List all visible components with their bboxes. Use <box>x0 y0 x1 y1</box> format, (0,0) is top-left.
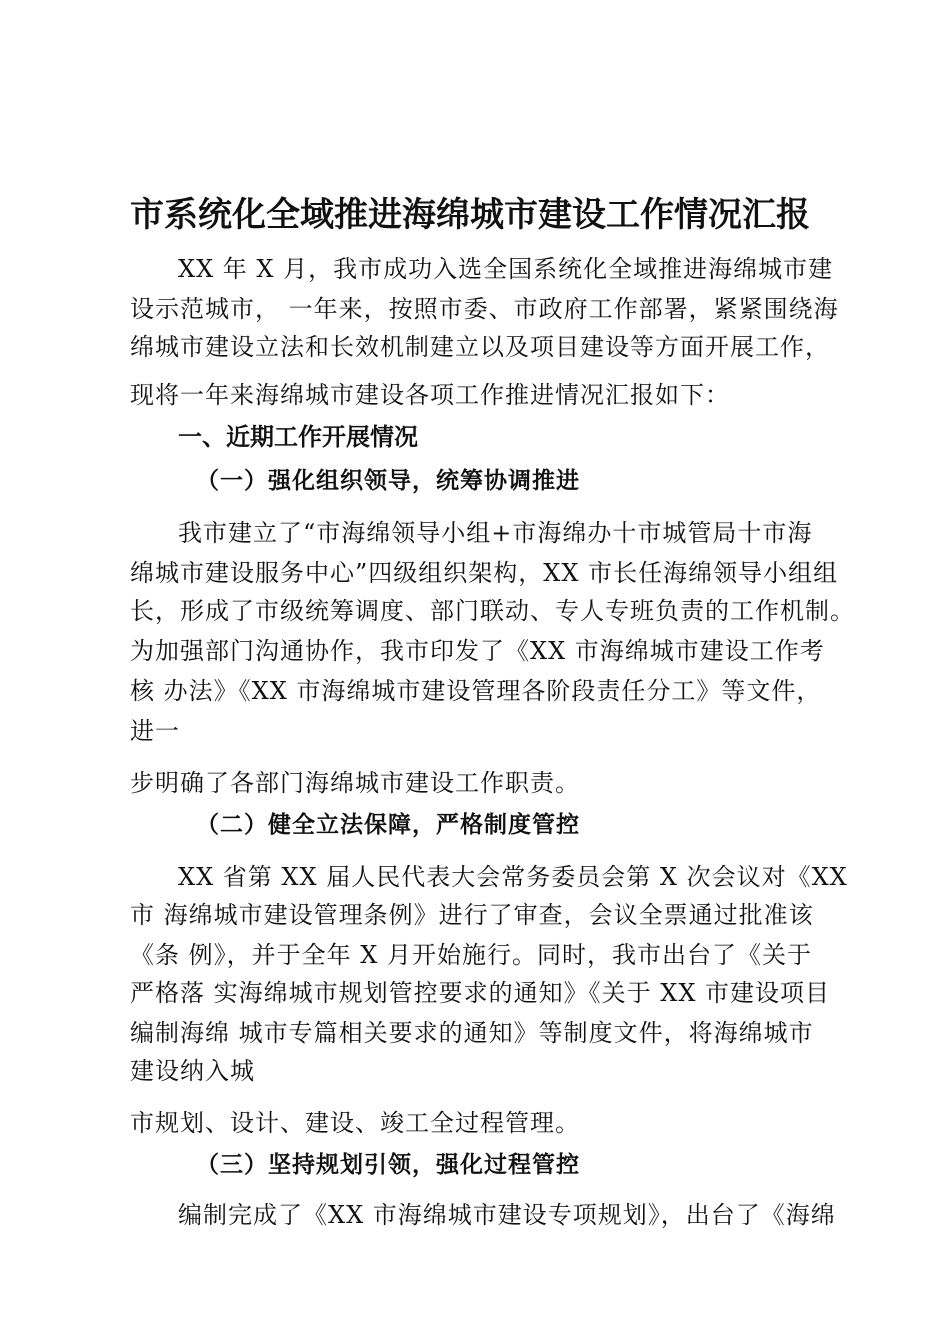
intro-line-2: 设示范城市， 一年来，按照市委、市政府工作部署，紧紧围绕海 <box>130 295 839 323</box>
sub2-line-6: 建设纳入城 <box>130 1057 255 1085</box>
sub1-line-2: 绵城市建设服务中心”四级组织架构，XX 市长任海绵领导小组组 <box>130 559 839 587</box>
sub1-line-3: 长，形成了市级统筹调度、部门联动、专人专班负责的工作机制。 <box>130 597 855 625</box>
sub1-line-5: 核 办法》《XX 市海绵城市建设管理各阶段责任分工》等文件， <box>130 677 822 705</box>
sub1-line-1: 我市建立了“市海绵领导小组+市海绵办十市城管局十市海 <box>178 519 813 547</box>
sub1-line-7: 步明确了各部门海绵城市建设工作职责。 <box>130 769 580 797</box>
intro-line-4: 现将一年来海绵城市建设各项工作推进情况汇报如下： <box>130 381 730 409</box>
intro-line-1: XX 年 X 月，我市成功入选全国系统化全域推进海绵城市建 <box>178 255 834 283</box>
sub2-line-5: 编制海绵 城市专篇相关要求的通知》等制度文件，将海绵城市 <box>130 1019 814 1047</box>
sub2-line-1: XX 省第 XX 届人民代表大会常务委员会第 X 次会议对《XX <box>178 863 848 891</box>
sub2-line-3: 《条 例》，并于全年 X 月开始施行。同时，我市出台了《关于 <box>130 941 812 969</box>
sub1-line-6: 进一 <box>130 717 180 745</box>
subsection-heading-1: （一）强化组织领导，统筹协调推进 <box>196 467 580 494</box>
section-heading-1: 一、近期工作开展情况 <box>178 423 418 451</box>
sub2-line-7: 市规划、设计、建设、竣工全过程管理。 <box>130 1109 580 1137</box>
document-title: 市系统化全域推进海绵城市建设工作情况汇报 <box>130 195 810 235</box>
subsection-heading-2: （二）健全立法保障，严格制度管控 <box>196 811 580 838</box>
sub1-line-4: 为加强部门沟通协作，我市印发了《XX 市海绵城市建设工作考 <box>130 637 825 665</box>
intro-line-3: 绵城市建设立法和长效机制建立以及项目建设等方面开展工作， <box>130 333 830 361</box>
subsection-heading-3: （三）坚持规划引领，强化过程管控 <box>196 1151 580 1178</box>
sub3-line-1: 编制完成了《XX 市海绵城市建设专项规划》，出台了《海绵 <box>178 1201 836 1229</box>
sub2-line-2: 市 海绵城市建设管理条例》进行了审查，会议全票通过批准该 <box>130 901 814 929</box>
sub2-line-4: 严格落 实海绵城市规划管控要求的通知》《关于 XX 市建设项目 <box>130 979 831 1007</box>
